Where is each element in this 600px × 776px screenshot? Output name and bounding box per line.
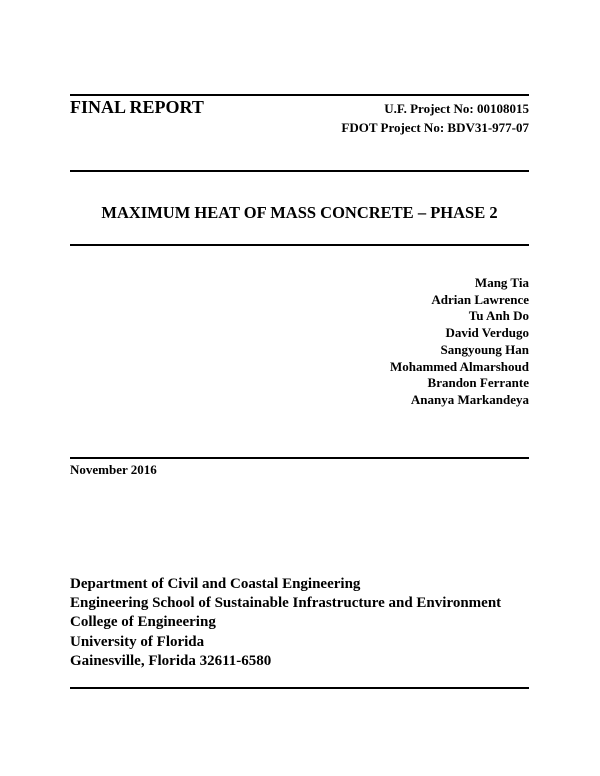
author-name: Tu Anh Do <box>468 308 529 324</box>
author-name: Mohammed Almarshoud <box>389 358 529 374</box>
address-line: College of Engineering <box>70 614 216 631</box>
top-rule <box>70 94 529 96</box>
author-name: David Verdugo <box>445 325 529 341</box>
title-bottom-rule <box>70 244 529 246</box>
author-name: Sangyoung Han <box>440 341 529 357</box>
bottom-rule <box>70 687 529 689</box>
author-name: Ananya Markandeya <box>410 391 529 407</box>
author-name: Adrian Lawrence <box>431 291 529 307</box>
title-top-rule <box>70 170 529 172</box>
report-type-label: FINAL REPORT <box>70 97 204 117</box>
author-name: Brandon Ferrante <box>427 375 529 391</box>
institution-address <box>70 575 501 671</box>
address-line: University of Florida <box>70 633 205 650</box>
address-line: Engineering School of Sustainable Infrastructure and Environment <box>70 595 502 612</box>
date-rule <box>70 457 529 459</box>
address-line: Department of Civil and Coastal Engineering <box>70 576 361 592</box>
uf-project-number: U.F. Project No: 00108015 <box>384 101 529 116</box>
author-list <box>390 275 529 409</box>
fdot-project-number: FDOT Project No: BDV31-977-07 <box>341 120 529 135</box>
author-name: Mang Tia <box>474 275 529 290</box>
report-title: MAXIMUM HEAT OF MASS CONCRETE – PHASE 2 <box>101 203 498 222</box>
report-date: November 2016 <box>70 462 157 477</box>
address-line: Gainesville, Florida 32611-6580 <box>70 652 272 669</box>
